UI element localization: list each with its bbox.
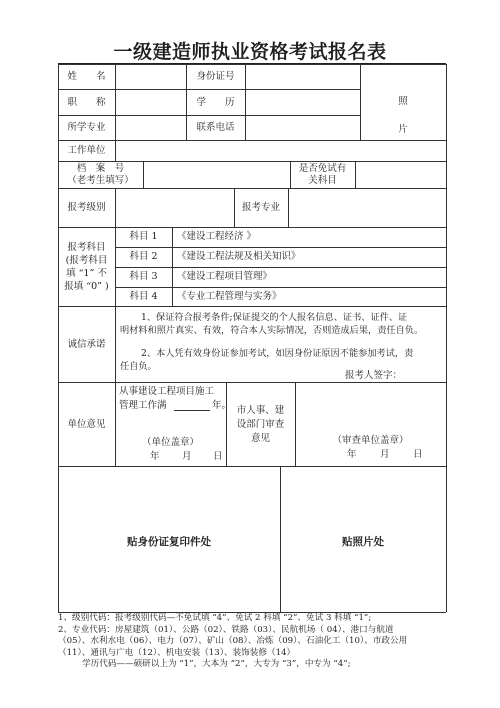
professional-title-field[interactable]: [116, 90, 185, 115]
subject-4-number: 科目 4: [129, 291, 158, 302]
file-number-label: 档 案 号: [76, 163, 125, 174]
id-number-label: 身份证号: [196, 71, 235, 82]
unit-opinion-text-1: 从事建设工程项目施工: [119, 386, 215, 397]
exam-specialty-field[interactable]: [289, 189, 445, 227]
id-copy-paste-label: 贴身份证复印件处: [127, 536, 211, 548]
file-number-note: （老考生填写）: [67, 175, 134, 186]
footnote-line: （05）、水利水电（06）、电力（07）、矿山（08）、冶炼（09）、石油化工（10）、市政公用: [58, 636, 408, 647]
subject-1-name: 《建设工程经济 》: [177, 231, 257, 242]
id-number-field[interactable]: [246, 65, 359, 89]
photo-paste-label: 贴照片处: [342, 536, 384, 548]
pledge-clause-2-cont: 任自负。: [120, 361, 157, 372]
file-number-field[interactable]: [144, 162, 289, 188]
form-title: 一级建造师执业资格考试报名表: [113, 41, 387, 63]
major-label: 所学专业: [67, 122, 106, 133]
review-date-year: 年: [347, 449, 357, 460]
employer-field[interactable]: [116, 141, 445, 161]
pledge-clause-1-cont: 明材料和照片真实、有效，符合本人实际情况，否则造成后果，责任自负。: [120, 325, 424, 336]
education-label: 学 历: [196, 97, 235, 108]
unit-seal: （单位盖章）: [141, 437, 199, 448]
signature-label: 报考人签字：: [345, 370, 403, 381]
unit-date-day: 日: [213, 451, 223, 462]
row-line: [58, 382, 446, 383]
footnote-line: 学历代码——硕研以上为 “1”，大本为 “2”，大专为 “3”，中专为 “4”;: [82, 659, 351, 670]
exam-level-label: 报考级别: [67, 202, 106, 213]
subject-2-name: 《建设工程法规及相关知识》: [177, 251, 301, 262]
hr-review-label-line3: 意见: [250, 433, 270, 444]
exempt-label-line2: 关科目: [308, 175, 337, 186]
subject-2-number: 科目 2: [129, 251, 158, 262]
phone-label: 联系电话: [196, 122, 235, 133]
exempt-field[interactable]: [356, 162, 445, 188]
footnote-line: 2、专业代码：房屋建筑（01）、公路（02）、铁路（03）、民航机场（ 04）、港口与航道: [58, 624, 394, 635]
footnote-line: 1、级别代码：报考级别代码—不免试填 “4”、免试 2 科填 “2”、免试 3 科填 “1”;: [58, 613, 372, 623]
subjects-note-2: 填 “1” 不: [66, 268, 107, 279]
review-date-month: 月: [380, 449, 390, 460]
subject-3-name: 《建设工程项目管理》: [177, 271, 273, 282]
education-field[interactable]: [246, 90, 359, 115]
pledge-clause-1: 1、保证符合报考条件;保证提交的个人报名信息、证书、证件、证: [141, 312, 408, 323]
professional-title-label: 职 称: [67, 97, 106, 108]
pledge-label: 诚信承诺: [67, 339, 106, 350]
name-field[interactable]: [116, 65, 185, 89]
col-line: [172, 227, 173, 306]
row-line: [58, 466, 446, 467]
row-line: [58, 306, 446, 307]
exam-level-field[interactable]: [116, 189, 233, 227]
col-line: [295, 382, 296, 466]
years-blank[interactable]: [174, 410, 210, 411]
row-line: [115, 287, 446, 288]
hr-review-label: 市人事、建: [236, 405, 285, 416]
photo-label-bottom: 片: [398, 124, 408, 135]
review-seal: （审查单位盖章）: [332, 435, 409, 446]
exam-specialty-label: 报考专业: [241, 202, 280, 213]
row-line: [115, 267, 446, 268]
subject-4-name: 《专业工程管理与实务》: [177, 291, 282, 302]
subject-1-number: 科目 1: [129, 231, 158, 242]
exempt-label: 是否免试有: [298, 163, 347, 174]
footnote-line: （11）、通讯与广电（12）、机电安装（13）、装饰装修（14）: [58, 647, 296, 658]
col-line: [446, 64, 447, 612]
unit-date-year: 年: [150, 451, 160, 462]
employer-label: 工作单位: [67, 145, 106, 156]
photo-label-top: 照: [398, 96, 408, 107]
footnotes: [58, 613, 458, 671]
unit-date-month: 月: [182, 451, 192, 462]
subjects-label: 报考科目: [67, 242, 106, 253]
unit-opinion-label: 单位意见: [67, 419, 106, 430]
hr-review-label-line2: 设部门审查: [236, 419, 285, 430]
name-label: 姓 名: [67, 71, 106, 82]
subjects-note-3: 报填 “0” ): [64, 281, 109, 292]
subject-3-number: 科目 3: [129, 271, 158, 282]
row-line: [58, 227, 446, 228]
major-field[interactable]: [116, 116, 185, 140]
subjects-note-1: (报考科目: [65, 255, 108, 266]
unit-opinion-text-3: 年。: [212, 400, 232, 411]
unit-opinion-text-2: 管理工作满: [119, 400, 167, 411]
review-date-day: 日: [413, 449, 423, 460]
phone-field[interactable]: [246, 116, 359, 140]
pledge-clause-2: 2、本人凭有效身份证参加考试，如因身份证原因不能参加考试，责: [141, 348, 414, 359]
row-line: [115, 247, 446, 248]
